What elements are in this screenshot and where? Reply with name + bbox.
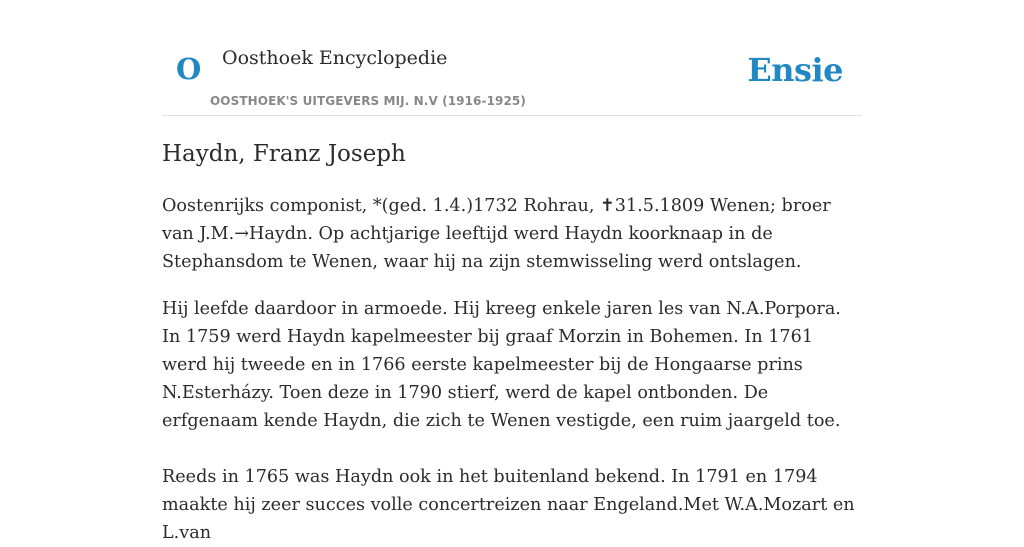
header-divider [162, 115, 862, 116]
source-title[interactable]: Oosthoek Encyclopedie [222, 47, 448, 69]
source-logo[interactable]: O [176, 52, 202, 86]
entry-title: Haydn, Franz Joseph [162, 141, 406, 167]
publisher-label: OOSTHOEK'S UITGEVERS MIJ. N.V (1916-1925) [210, 94, 526, 108]
brand-logo[interactable]: Ensie [747, 51, 843, 89]
entry-paragraph-2: Hij leefde daardoor in armoede. Hij kreeg enkele jaren les van N.A.Porpora. In 1759 werd Haydn kapelmeester bij graaf Morzin in Bohemen. In 1761 werd hij tweede en in 1766 eerste kapelmeester bij de Hongaarse prins N.Esterházy. Toen deze in 1790 stierf, werd de kapel ontbonden. De erfgenaam kende Haydn, die zich te Wenen vestigde, een ruim jaargeld toe. [162, 299, 841, 431]
entry-paragraph-1: Oostenrijks componist, *(ged. 1.4.)1732 Rohrau, ✝31.5.1809 Wenen; broer van J.M.→Haydn. Op achtjarige leeftijd werd Haydn koorknaap in de Stephansdom te Wenen, waar hij na zijn stemwisseling werd ontslagen. [162, 196, 831, 272]
entry-paragraph-3: Reeds in 1765 was Haydn ook in het buitenland bekend. In 1791 en 1794 maakte hij zeer succes volle concertreizen naar Engeland.Met W.A.Mozart en L.van [162, 467, 855, 543]
